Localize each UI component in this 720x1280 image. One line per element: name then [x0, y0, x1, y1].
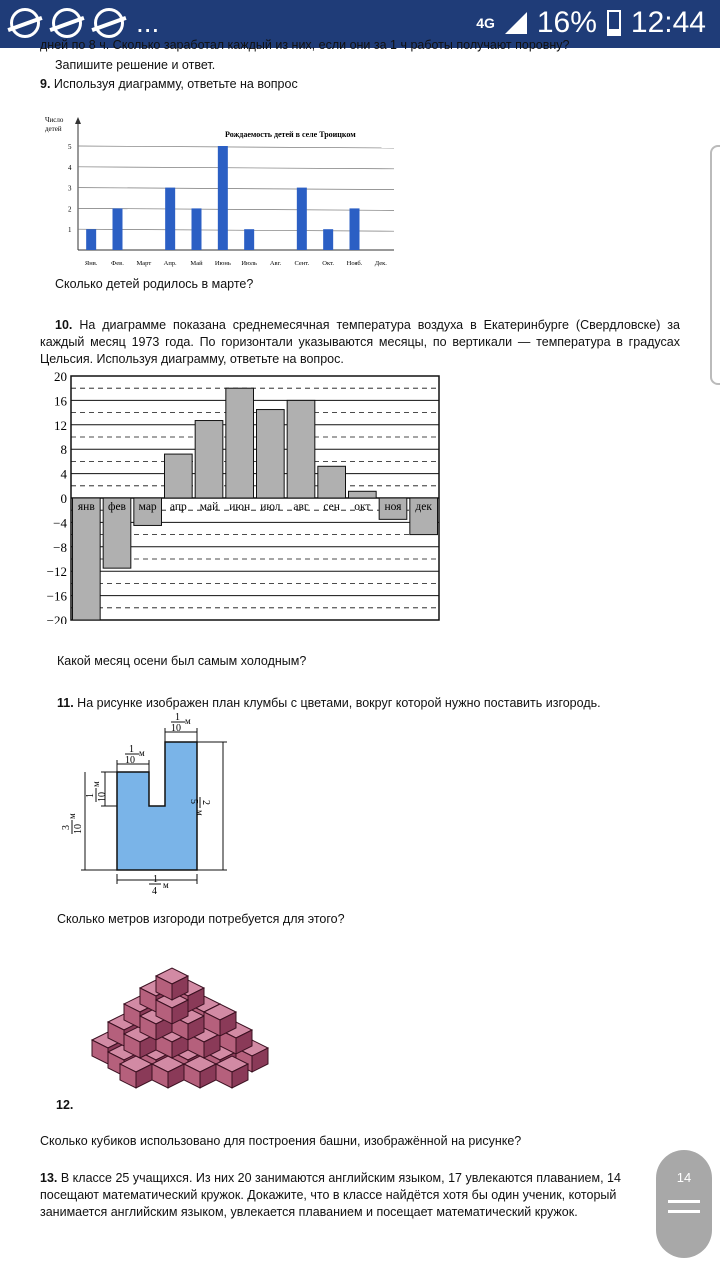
x-tick-label: Июнь — [214, 260, 231, 267]
right-dim-num: 2 — [200, 800, 211, 805]
q12-question: Сколько кубиков использовано для построения башни, изображённой на рисунке? — [40, 1134, 522, 1148]
q11-number: 11. — [57, 696, 74, 710]
bar — [73, 498, 101, 620]
bar — [287, 400, 315, 498]
q9-body: Используя диаграмму, ответьте на вопрос — [50, 77, 298, 91]
y-tick-label: −20 — [46, 613, 67, 624]
opera-icon — [94, 8, 124, 38]
x-tick-label: июн — [229, 501, 251, 513]
bar — [165, 188, 175, 250]
bottom-dim-den: 4 — [152, 886, 157, 897]
x-tick-label: Апр. — [163, 260, 177, 267]
q13-body: В классе 25 учащихся. Из них 20 занимаются английским языком, 17 увлекаются плаванием, 14 посещают математический кружок. Докажите, что в классе найдётся хотя бы один ученик, который занимается английским языком, увлекается плаванием и посещает математический кружок. — [40, 1171, 621, 1219]
gridline — [78, 167, 394, 169]
left-dim-unit: м — [67, 813, 77, 819]
q8-instruction: Запишите решение и ответ. — [55, 58, 216, 72]
x-tick-label: Авг. — [269, 260, 282, 267]
x-tick-label: апр — [169, 501, 187, 513]
q10-text — [40, 317, 680, 368]
x-tick-label: Сент. — [294, 260, 310, 267]
y-tick-label: 5 — [68, 143, 72, 151]
viber-icon — [52, 8, 82, 38]
x-tick-label: Окт. — [322, 260, 335, 267]
bar — [113, 208, 123, 250]
y-tick-label: 1 — [68, 226, 72, 235]
x-tick-label: фев — [108, 501, 126, 513]
right-dim-unit: м — [195, 810, 205, 816]
y-axis-arrow — [75, 117, 81, 124]
y-tick-label: 4 — [68, 163, 72, 172]
x-tick-label: Июль — [241, 260, 257, 267]
notch-dim-den: 10 — [125, 755, 135, 766]
x-tick-label: окт — [354, 501, 371, 513]
gridline — [78, 229, 394, 231]
bar — [192, 208, 202, 250]
q9-question: Сколько детей родилось в марте? — [55, 277, 254, 291]
network-type: 4G — [476, 15, 495, 31]
x-tick-label: Нояб. — [346, 260, 363, 267]
y-tick-label: −8 — [53, 539, 67, 555]
bar — [226, 388, 254, 498]
y-tick-label: 16 — [54, 393, 67, 409]
bar — [350, 208, 360, 250]
bar — [318, 466, 346, 498]
q13-text — [40, 1170, 680, 1221]
x-tick-label: Фев. — [111, 260, 124, 267]
q13-number: 13. — [40, 1171, 58, 1185]
y-tick-label: 12 — [54, 417, 67, 433]
bar — [86, 229, 96, 250]
x-tick-label: янв — [77, 501, 95, 513]
left-dim-den: 10 — [73, 824, 84, 834]
q10-body: На диаграмме показана среднемесячная температура воздуха в Екатеринбурге (Свердловске) за каждый месяц 1973 года. По горизонтали указываются месяцы, по вертикали — температура в градусах Цельсия. Используя диаграмму, ответьте на вопрос. — [40, 318, 680, 366]
notch-h-dim-unit: м — [91, 781, 101, 787]
clock: 12:44 — [630, 6, 706, 39]
gridline — [78, 146, 394, 148]
temperature-chart — [40, 368, 445, 624]
page-number: 14 — [676, 1170, 692, 1185]
bottom-dim-unit: м — [163, 880, 169, 890]
battery-icon — [607, 10, 621, 36]
bottom-dim-num: 1 — [153, 874, 158, 885]
x-tick-label: дек — [415, 501, 432, 513]
cube-tower-image — [80, 960, 280, 1110]
notch-h-dim-num: 1 — [85, 793, 96, 798]
birth-rate-chart — [40, 108, 400, 274]
scrollbar[interactable] — [710, 145, 720, 385]
x-tick-label: мар — [138, 501, 157, 513]
y-axis-label-line1: Число — [45, 116, 64, 124]
x-tick-label: Дек. — [374, 260, 387, 267]
bar — [349, 491, 377, 498]
x-tick-label: июл — [260, 501, 281, 513]
notch-h-dim-den: 10 — [97, 792, 108, 802]
y-tick-label: −4 — [53, 515, 67, 531]
x-tick-label: Янв. — [84, 260, 98, 267]
bar — [297, 188, 307, 250]
q9-text — [40, 76, 298, 93]
x-tick-label: сен — [323, 501, 340, 513]
page-navigation-button[interactable] — [656, 1150, 712, 1258]
bar — [323, 229, 333, 250]
x-tick-label: май — [199, 501, 219, 513]
gridline — [78, 188, 394, 190]
left-dim-num: 3 — [61, 825, 72, 830]
y-tick-label: 8 — [60, 442, 67, 458]
notch-dim-unit: м — [139, 748, 145, 758]
y-axis-label-line2: детей — [45, 125, 62, 133]
q10-number: 10. — [55, 318, 73, 332]
x-tick-label: Май — [190, 260, 203, 267]
y-tick-label: 20 — [54, 369, 67, 384]
top-dim-unit: м — [185, 716, 191, 726]
y-tick-label: 2 — [68, 205, 72, 214]
q9-number: 9. — [40, 77, 51, 91]
q11-body: На рисунке изображен план клумбы с цветами, вокруг которой нужно поставить изгородь. — [73, 696, 601, 710]
top-dim-den: 10 — [171, 723, 181, 734]
battery-level: 16% — [536, 6, 597, 39]
y-tick-label: 3 — [68, 184, 72, 193]
y-tick-label: −12 — [46, 564, 67, 580]
menu-icon — [668, 1200, 700, 1220]
bar — [218, 146, 228, 250]
more-notifications: ... — [136, 7, 160, 38]
x-tick-label: авг — [293, 501, 309, 513]
cut-off-text: дней по 8 ч. Сколько заработал каждый из них, если они за 1 ч работы получают поровну? — [40, 38, 570, 52]
opera-icon — [10, 8, 40, 38]
gridline — [78, 208, 394, 210]
x-tick-label: Март — [136, 260, 152, 267]
chart-title: Рождаемость детей в селе Троицком — [225, 130, 356, 139]
q12-number — [56, 1097, 73, 1114]
signal-icon — [505, 12, 527, 34]
right-dim-den: 5 — [188, 799, 199, 804]
bar — [257, 410, 285, 498]
notch-dim-num: 1 — [129, 744, 134, 755]
q11-question: Сколько метров изгороди потребуется для этого? — [57, 912, 345, 926]
x-tick-label: ноя — [384, 501, 402, 513]
y-tick-label: −16 — [46, 588, 67, 604]
top-dim-num: 1 — [175, 712, 180, 723]
y-tick-label: 0 — [60, 491, 67, 506]
bar — [195, 421, 223, 498]
flowerbed-plan — [55, 710, 255, 900]
bar — [244, 229, 254, 250]
bar — [165, 454, 193, 498]
q10-question: Какой месяц осени был самым холодным? — [57, 654, 307, 668]
y-tick-label: 4 — [60, 466, 67, 482]
q12-num: 12. — [56, 1098, 74, 1112]
